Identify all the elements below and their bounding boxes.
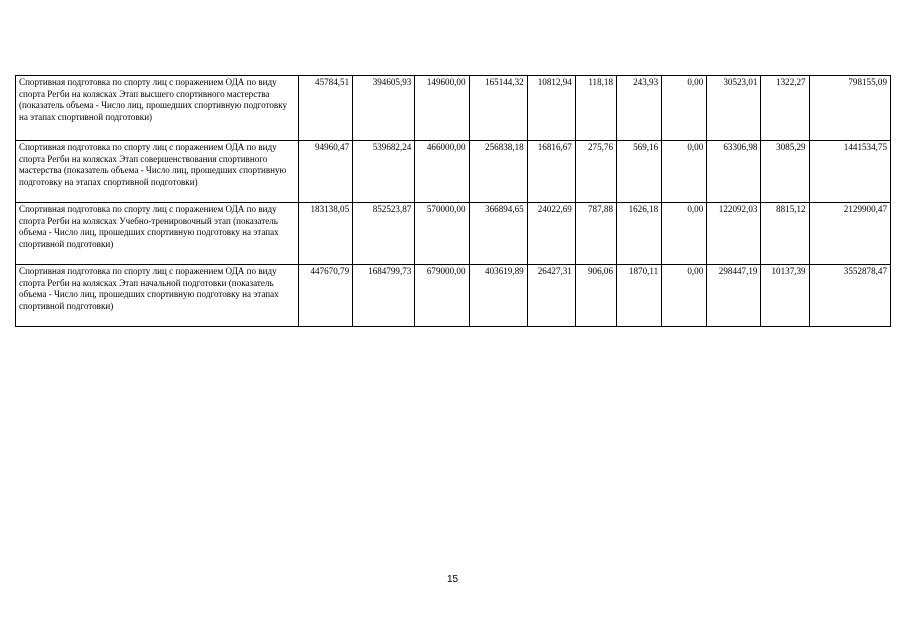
value-cell: 275,76 [575, 141, 616, 203]
value-cell: 165144,32 [469, 76, 527, 141]
budget-table [15, 75, 891, 327]
table-row [16, 141, 891, 203]
row-description: Спортивная подготовка по спорту лиц с поражением ОДА по виду спорта Регби на колясках Учебно-тренировочный этап (показатель объема - Число лиц, прошедших спортивную подготовку на этапах спортивной подготовки) [16, 203, 299, 265]
value-cell: 1684799,73 [353, 265, 415, 327]
value-cell: 118,18 [575, 76, 616, 141]
value-cell: 298447,19 [707, 265, 761, 327]
table-row [16, 76, 891, 141]
value-cell: 366894,65 [469, 203, 527, 265]
value-cell: 122092,03 [707, 203, 761, 265]
value-cell: 570000,00 [415, 203, 469, 265]
value-cell: 243,93 [617, 76, 662, 141]
value-cell: 183138,05 [298, 203, 352, 265]
value-cell: 16816,67 [527, 141, 575, 203]
value-cell: 1626,18 [617, 203, 662, 265]
value-cell: 394605,93 [353, 76, 415, 141]
value-cell: 569,16 [617, 141, 662, 203]
table-row [16, 203, 891, 265]
value-cell: 0,00 [662, 141, 707, 203]
value-cell: 679000,00 [415, 265, 469, 327]
value-cell: 30523,01 [707, 76, 761, 141]
table-row [16, 265, 891, 327]
value-cell: 447670,79 [298, 265, 352, 327]
value-cell: 787,88 [575, 203, 616, 265]
value-cell: 63306,98 [707, 141, 761, 203]
value-cell: 10137,39 [761, 265, 809, 327]
value-cell: 94960,47 [298, 141, 352, 203]
value-cell: 3085,29 [761, 141, 809, 203]
value-cell: 0,00 [662, 265, 707, 327]
row-description: Спортивная подготовка по спорту лиц с поражением ОДА по виду спорта Регби на колясках Этап совершенствования спортивного мастерства (показатель объема - Число лиц, прошедших спортивную подготовку на этапах спортивной подготовки) [16, 141, 299, 203]
value-cell: 539682,24 [353, 141, 415, 203]
total-cell: 798155,09 [809, 76, 890, 141]
value-cell: 0,00 [662, 76, 707, 141]
total-cell: 2129900,47 [809, 203, 890, 265]
value-cell: 10812,94 [527, 76, 575, 141]
value-cell: 26427,31 [527, 265, 575, 327]
row-description: Спортивная подготовка по спорту лиц с поражением ОДА по виду спорта Регби на колясках Этап высшего спортивного мастерства (показатель объема - Число лиц, прошедших спортивную подготовку на этапах спортивной подготовки) [16, 76, 299, 141]
row-description: Спортивная подготовка по спорту лиц с поражением ОДА по виду спорта Регби на колясках Этап начальной подготовки (показатель объема - Число лиц, прошедших спортивную подготовку на этапах спортивной подготовки) [16, 265, 299, 327]
value-cell: 466000,00 [415, 141, 469, 203]
total-cell: 3552878,47 [809, 265, 890, 327]
value-cell: 1322,27 [761, 76, 809, 141]
value-cell: 1870,11 [617, 265, 662, 327]
value-cell: 8815,12 [761, 203, 809, 265]
value-cell: 24022,69 [527, 203, 575, 265]
value-cell: 906,06 [575, 265, 616, 327]
value-cell: 403619,89 [469, 265, 527, 327]
value-cell: 256838,18 [469, 141, 527, 203]
value-cell: 45784,51 [298, 76, 352, 141]
total-cell: 1441534,75 [809, 141, 890, 203]
value-cell: 852523,87 [353, 203, 415, 265]
value-cell: 149600,00 [415, 76, 469, 141]
value-cell: 0,00 [662, 203, 707, 265]
page-number: 15 [446, 574, 459, 585]
